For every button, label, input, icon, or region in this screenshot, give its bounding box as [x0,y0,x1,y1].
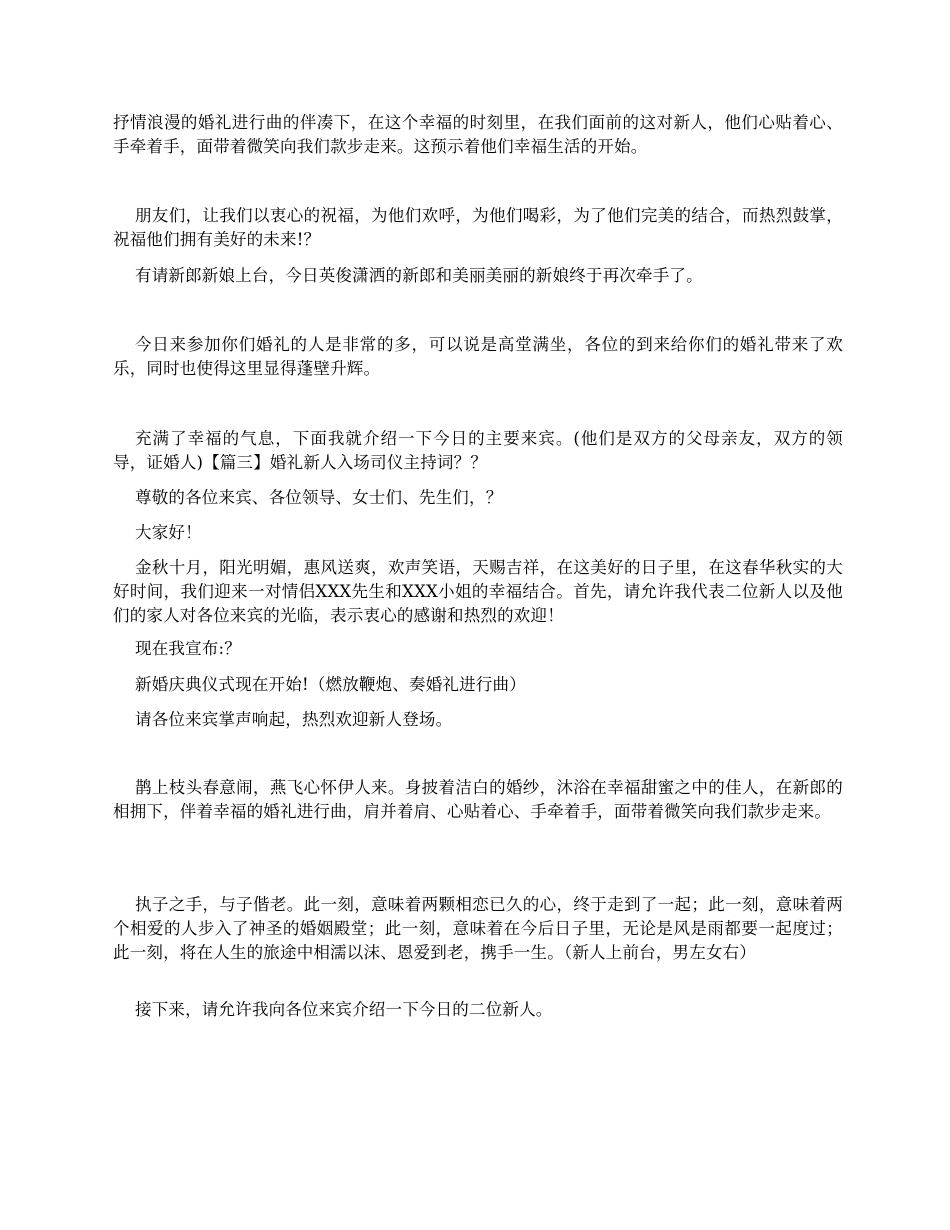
paragraph-10: 新婚庆典仪式现在开始!（燃放鞭炮、奏婚礼进行曲） [135,675,526,694]
paragraph-4: 今日来参加你们婚礼的人是非常的多，可以说是高堂满坐，各位的到来给你们的婚礼带来了欢乐，同时也使得这里显得蓬壁升辉。 [113,335,843,378]
paragraph-14: 接下来，请允许我向各位来宾介绍一下今日的二位新人。 [135,1000,553,1019]
paragraph-11: 请各位来宾掌声响起，热烈欢迎新人登场。 [135,710,453,729]
paragraph-13: 执子之手，与子偕老。此一刻，意味着两颗相恋已久的心，终于走到了一起；此一刻，意味着两个相爱的人步入了神圣的婚姻殿堂；此一刻，意味着在今后日子里，无论是风是雨都要一起度过；此一刻，将在人生的旅途中相濡以沫、恩爱到老，携手一生。（新人上前台，男左女右） [113,895,843,962]
paragraph-2: 朋友们，让我们以衷心的祝福，为他们欢呼，为他们喝彩，为了他们完美的结合，而热烈鼓掌，祝福他们拥有美好的未来!？ [113,206,843,249]
paragraph-6: 尊敬的各位来宾、各位领导、女士们、先生们，？ [135,488,503,507]
paragraph-12: 鹊上枝头春意闹，燕飞心怀伊人来。身披着洁白的婚纱，沐浴在幸福甜蜜之中的佳人，在新郎的相拥下，伴着幸福的婚礼进行曲，肩并着肩、心贴着心、手牵着手，面带着微笑向我们款步走来。 [113,778,843,821]
paragraph-5: 充满了幸福的气息，下面我就介绍一下今日的主要来宾。(他们是双方的父母亲友，双方的领导，证婚人)【篇三】婚礼新人入场司仪主持词？？ [113,429,843,472]
paragraph-3: 有请新郎新娘上台，今日英俊潇洒的新郎和美丽美丽的新娘终于再次牵手了。 [135,266,703,285]
paragraph-7: 大家好！ [135,523,202,542]
paragraph-1: 抒情浪漫的婚礼进行曲的伴凑下，在这个幸福的时刻里，在我们面前的这对新人，他们心贴着心、手牵着手，面带着微笑向我们款步走来。这预示着他们幸福生活的开始。 [113,113,843,156]
paragraph-8: 金秋十月，阳光明媚，惠风送爽，欢声笑语，天赐吉祥，在这美好的日子里，在这春华秋实的大好时间，我们迎来一对情侣XXX先生和XXX小姐的幸福结合。首先，请允许我代表二位新人以及他们的家人对各位来宾的光临，表示衷心的感谢和热烈的欢迎！ [113,558,843,625]
paragraph-9: 现在我宣布:？ [135,639,241,658]
